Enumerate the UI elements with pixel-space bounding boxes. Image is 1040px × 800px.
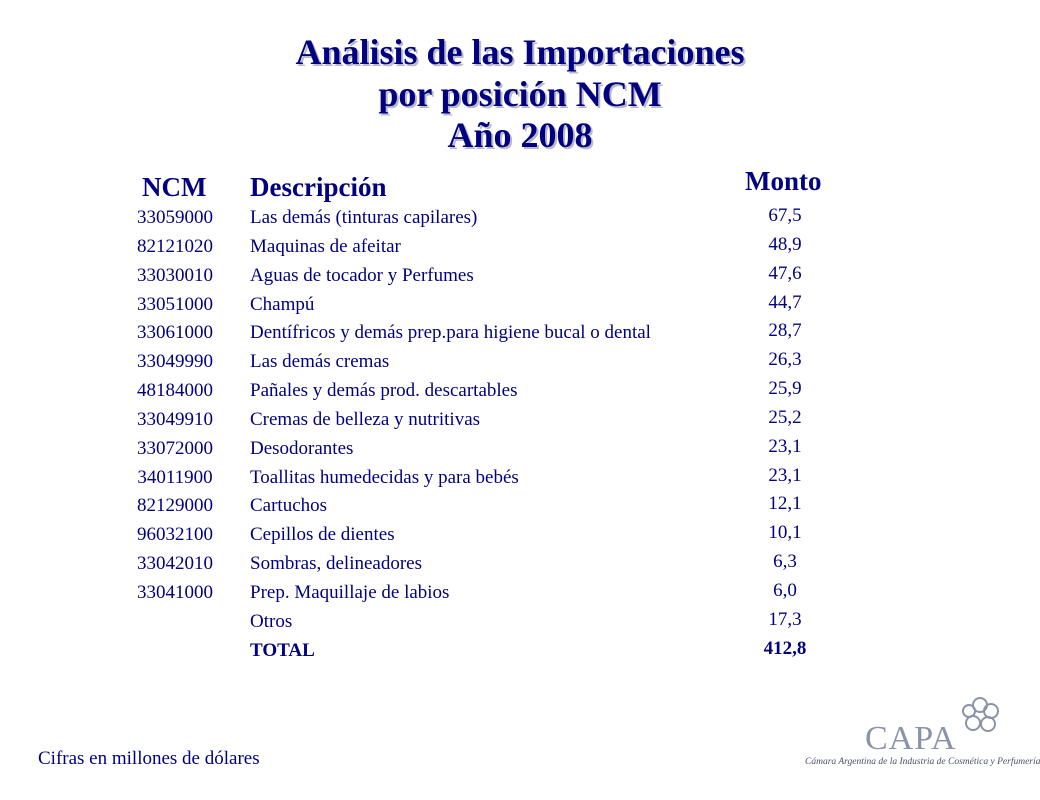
header-monto: Monto [745, 166, 822, 196]
amount: 6,3 [773, 551, 797, 573]
logo-name: CAPA [865, 720, 957, 757]
amount: 48,9 [768, 233, 802, 255]
description: Pañales y demás prod. descartables [250, 380, 518, 402]
total-label: TOTAL [250, 639, 315, 661]
ncm-column [110, 204, 240, 666]
title-line-3: Año 2008 [447, 115, 593, 155]
amount: 23,1 [768, 464, 802, 486]
ncm-code: 33072000 [137, 437, 213, 459]
ncm-code: 33049910 [137, 408, 213, 430]
amount: 26,3 [768, 349, 802, 371]
capa-logo [805, 695, 1040, 775]
description: Aguas de tocador y Perfumes [250, 264, 474, 286]
ncm-code: 82129000 [137, 495, 213, 517]
ncm-code [110, 608, 240, 637]
amount: 10,1 [768, 522, 802, 544]
total-amount: 412,8 [763, 637, 807, 659]
footnote: Cifras en millones de dólares [38, 748, 260, 769]
ncm-code: 33061000 [137, 322, 213, 344]
ncm-code: 33049990 [137, 351, 213, 373]
description: Cepillos de dientes [250, 524, 395, 546]
ncm-code: 96032100 [137, 524, 213, 546]
description: Prep. Maquillaje de labios [250, 581, 450, 603]
title-line-1: Análisis de las Importaciones [295, 32, 745, 72]
amount: 12,1 [768, 493, 802, 515]
description: Maquinas de afeitar [250, 235, 401, 257]
description: Toallitas humedecidas y para bebés [250, 466, 519, 488]
ncm-code: 48184000 [137, 380, 213, 402]
ncm-code: 33051000 [137, 293, 213, 315]
header-ncm: NCM [142, 172, 207, 202]
description: Cartuchos [250, 495, 328, 517]
amount: 25,9 [768, 378, 802, 400]
ncm-code: 33030010 [137, 264, 213, 286]
amount: 67,5 [768, 205, 802, 226]
description: Las demás cremas [250, 351, 390, 373]
ncm-code: 82121020 [137, 235, 213, 257]
amount: 25,2 [768, 406, 802, 428]
description: Dentífricos y demás prep.para higiene bucal o dental [250, 322, 651, 344]
header-descripcion: Descripción [250, 172, 387, 202]
amount: 47,6 [768, 262, 802, 284]
ncm-code: 33042010 [137, 553, 213, 575]
ncm-code: 34011900 [137, 466, 213, 488]
flower-logo-icon [955, 695, 1005, 739]
description: Cremas de belleza y nutritivas [250, 408, 481, 430]
ncm-code: 33041000 [137, 581, 213, 603]
amount: 44,7 [768, 291, 802, 313]
description: Sombras, delineadores [250, 553, 423, 575]
monto-column [745, 202, 825, 664]
amount: 6,0 [773, 579, 797, 601]
logo-subtitle: Cámara Argentina de la Industria de Cosmética y Perfumería [805, 757, 1040, 767]
description: Champú [250, 293, 315, 315]
amount: 28,7 [768, 320, 802, 342]
description: Desodorantes [250, 437, 354, 459]
amount: 17,3 [768, 608, 802, 630]
description: Las demás (tinturas capilares) [250, 207, 478, 228]
title-line-2: por posición NCM [378, 74, 662, 114]
description-column [250, 204, 651, 666]
ncm-code [110, 637, 240, 666]
description: Otros [250, 610, 293, 632]
ncm-code: 33059000 [137, 207, 213, 228]
amount: 23,1 [768, 435, 802, 457]
